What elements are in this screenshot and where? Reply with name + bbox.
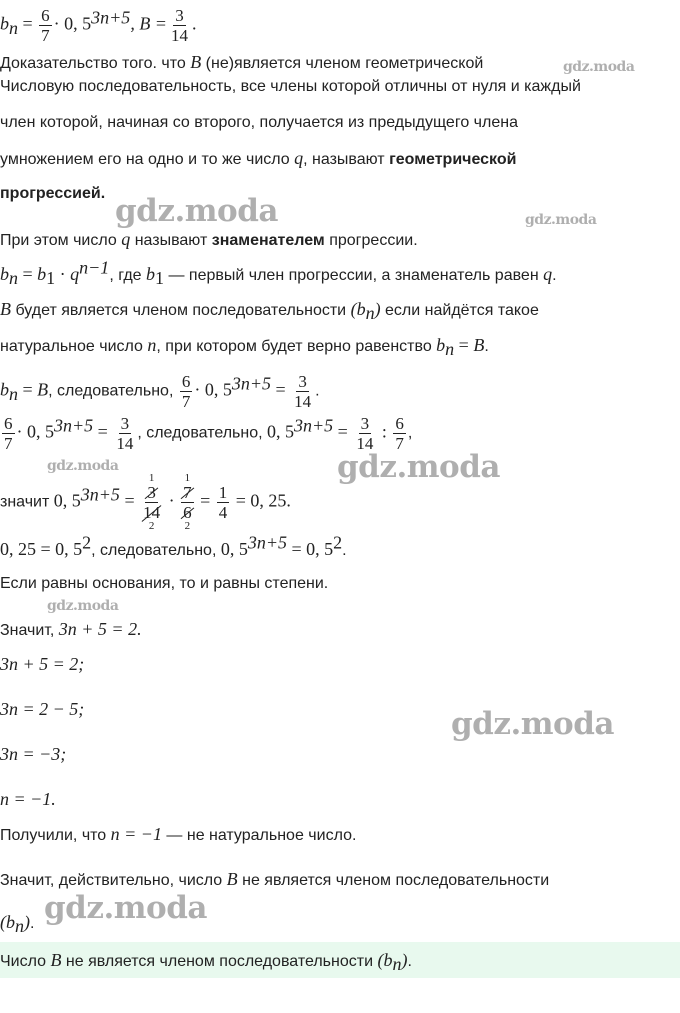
watermark: gdz.moda bbox=[47, 458, 119, 474]
formula-sub: n bbox=[9, 17, 18, 38]
line-natural: натуральное число n, при котором будет верно равенство $b_n = B$. bbox=[0, 335, 489, 360]
text: прогрессии. bbox=[329, 232, 418, 249]
frac-3-14 bbox=[169, 6, 190, 45]
line-eq-2: $\frac{6}{7}$ · 0, $5^{3n+5}$ = $\frac{3}{14}$ , следовательно, 0, $5^{3n+5}$ = $\frac{3}{14}$ : $\frac{6}{7}$ , bbox=[4, 414, 413, 453]
watermark: gdz.moda bbox=[525, 212, 597, 228]
text: , называют bbox=[303, 151, 385, 168]
text: называют bbox=[134, 232, 208, 249]
text: натуральное число bbox=[0, 338, 143, 355]
text: Значит, bbox=[0, 622, 55, 639]
text: Получили, что bbox=[0, 827, 107, 844]
watermark: gdz.moda bbox=[44, 890, 207, 926]
formula-part: · 0, 5 bbox=[53, 13, 92, 34]
watermark: gdz.moda bbox=[337, 449, 500, 485]
text: Если равны основания, то и равны степени. bbox=[0, 575, 329, 592]
watermark: gdz.moda bbox=[47, 598, 119, 614]
equation: 3n = 2 − 5; bbox=[0, 699, 85, 719]
var-q: q bbox=[294, 148, 304, 168]
frac-den: 7 bbox=[41, 26, 50, 45]
text: При этом число bbox=[0, 232, 117, 249]
text: не является членом последовательности bbox=[65, 953, 374, 970]
text: , следовательно, bbox=[137, 424, 263, 442]
header-formula bbox=[0, 6, 196, 45]
formula-B: , B = bbox=[130, 13, 167, 34]
line-powers bbox=[0, 573, 328, 595]
text: умножением его на одно и то же число bbox=[0, 151, 290, 168]
text: Значит, действительно, число bbox=[0, 872, 223, 889]
text: будет является членом последовательности bbox=[15, 302, 347, 319]
var-q: q bbox=[121, 229, 131, 249]
formula-eq: = bbox=[18, 13, 38, 34]
text: , следовательно, bbox=[91, 542, 217, 559]
watermark: gdz.moda bbox=[115, 193, 278, 229]
text: Число bbox=[0, 953, 47, 970]
equation: n = −1. bbox=[0, 789, 56, 809]
line-def-4 bbox=[0, 183, 105, 205]
line-general-term: $b_n = b_1 \cdot q^{n-1}$, где $b_1$ — первый член прогрессии, а знаменатель равен q. bbox=[0, 257, 557, 289]
text: (не)является членом геометрической bbox=[205, 55, 484, 72]
text: — первый член прогрессии, а знаменатель равен bbox=[168, 267, 539, 284]
line-def-2 bbox=[0, 112, 518, 134]
equation: n = −1 bbox=[110, 824, 162, 844]
frac-den: 14 bbox=[170, 26, 188, 45]
equation: 3n = −3; bbox=[0, 744, 67, 764]
text: — не натуральное число. bbox=[166, 827, 357, 844]
line-denominator bbox=[0, 228, 418, 252]
line-proof-title bbox=[0, 51, 483, 75]
line-eq-1: $b_n = B$, следовательно, $\frac{6}{7}$ · 0, $5^{3n+5}$ = $\frac{3}{14}$ . bbox=[0, 372, 320, 411]
text: если найдётся такое bbox=[385, 302, 539, 319]
line-conclusion-2: $(b_n)$. bbox=[0, 912, 35, 937]
formula-end: . bbox=[191, 13, 197, 34]
line-member-cond: B будет является членом последовательности $(b_n)$ если найдётся такое bbox=[0, 299, 539, 324]
line-def-3 bbox=[0, 147, 516, 171]
term-bold: геометрической bbox=[389, 151, 517, 168]
frac-num: 3 bbox=[175, 6, 184, 25]
formula-var: b bbox=[0, 13, 9, 34]
equation: 3n + 5 = 2; bbox=[0, 654, 85, 674]
text: Числовую последовательность, все члены которой отличны от нуля и каждый bbox=[0, 78, 581, 95]
term-bold: прогрессией. bbox=[0, 185, 106, 202]
line-conclusion: Значит, действительно, число B не является членом последовательности bbox=[0, 869, 550, 889]
line-eq-7 bbox=[0, 743, 66, 767]
line-then bbox=[0, 618, 142, 642]
line-def-1 bbox=[0, 76, 581, 98]
text: член которой, начиная со второго, получается из предыдущего члена bbox=[0, 114, 518, 131]
watermark: gdz.moda bbox=[563, 59, 635, 75]
text: , где bbox=[109, 267, 142, 284]
line-eq-8 bbox=[0, 788, 56, 812]
text: значит bbox=[0, 493, 50, 511]
line-answer: Число B не является членом последовательности $(b_n)$. bbox=[0, 950, 412, 975]
var-B: B bbox=[190, 52, 202, 72]
text: , следовательно, bbox=[48, 382, 174, 400]
frac-num: 6 bbox=[41, 6, 50, 25]
line-eq-3: значит 0, $5^{3n+5}$ = 3 1 14 2 · 7 1 6 2 = $\frac{1}{4}$ = 0, 25. bbox=[0, 472, 291, 532]
term-bold: знаменателем bbox=[211, 232, 325, 249]
text: не является членом последовательности bbox=[242, 872, 550, 889]
text: , при котором будет верно равенство bbox=[156, 338, 432, 355]
line-result bbox=[0, 823, 356, 847]
watermark: gdz.moda bbox=[451, 706, 614, 742]
formula-exp: 3n+5 bbox=[91, 7, 131, 28]
equation: 3n + 5 = 2. bbox=[58, 619, 142, 639]
line-eq-6 bbox=[0, 698, 84, 722]
line-eq-4: 0, 25 = 0, $5^2$, следовательно, 0, $5^{3n+5} = 0$, $5^2$. bbox=[0, 532, 347, 559]
line-eq-5 bbox=[0, 653, 84, 677]
frac-6-7 bbox=[39, 6, 52, 45]
text: Доказательство того. что bbox=[0, 55, 186, 72]
